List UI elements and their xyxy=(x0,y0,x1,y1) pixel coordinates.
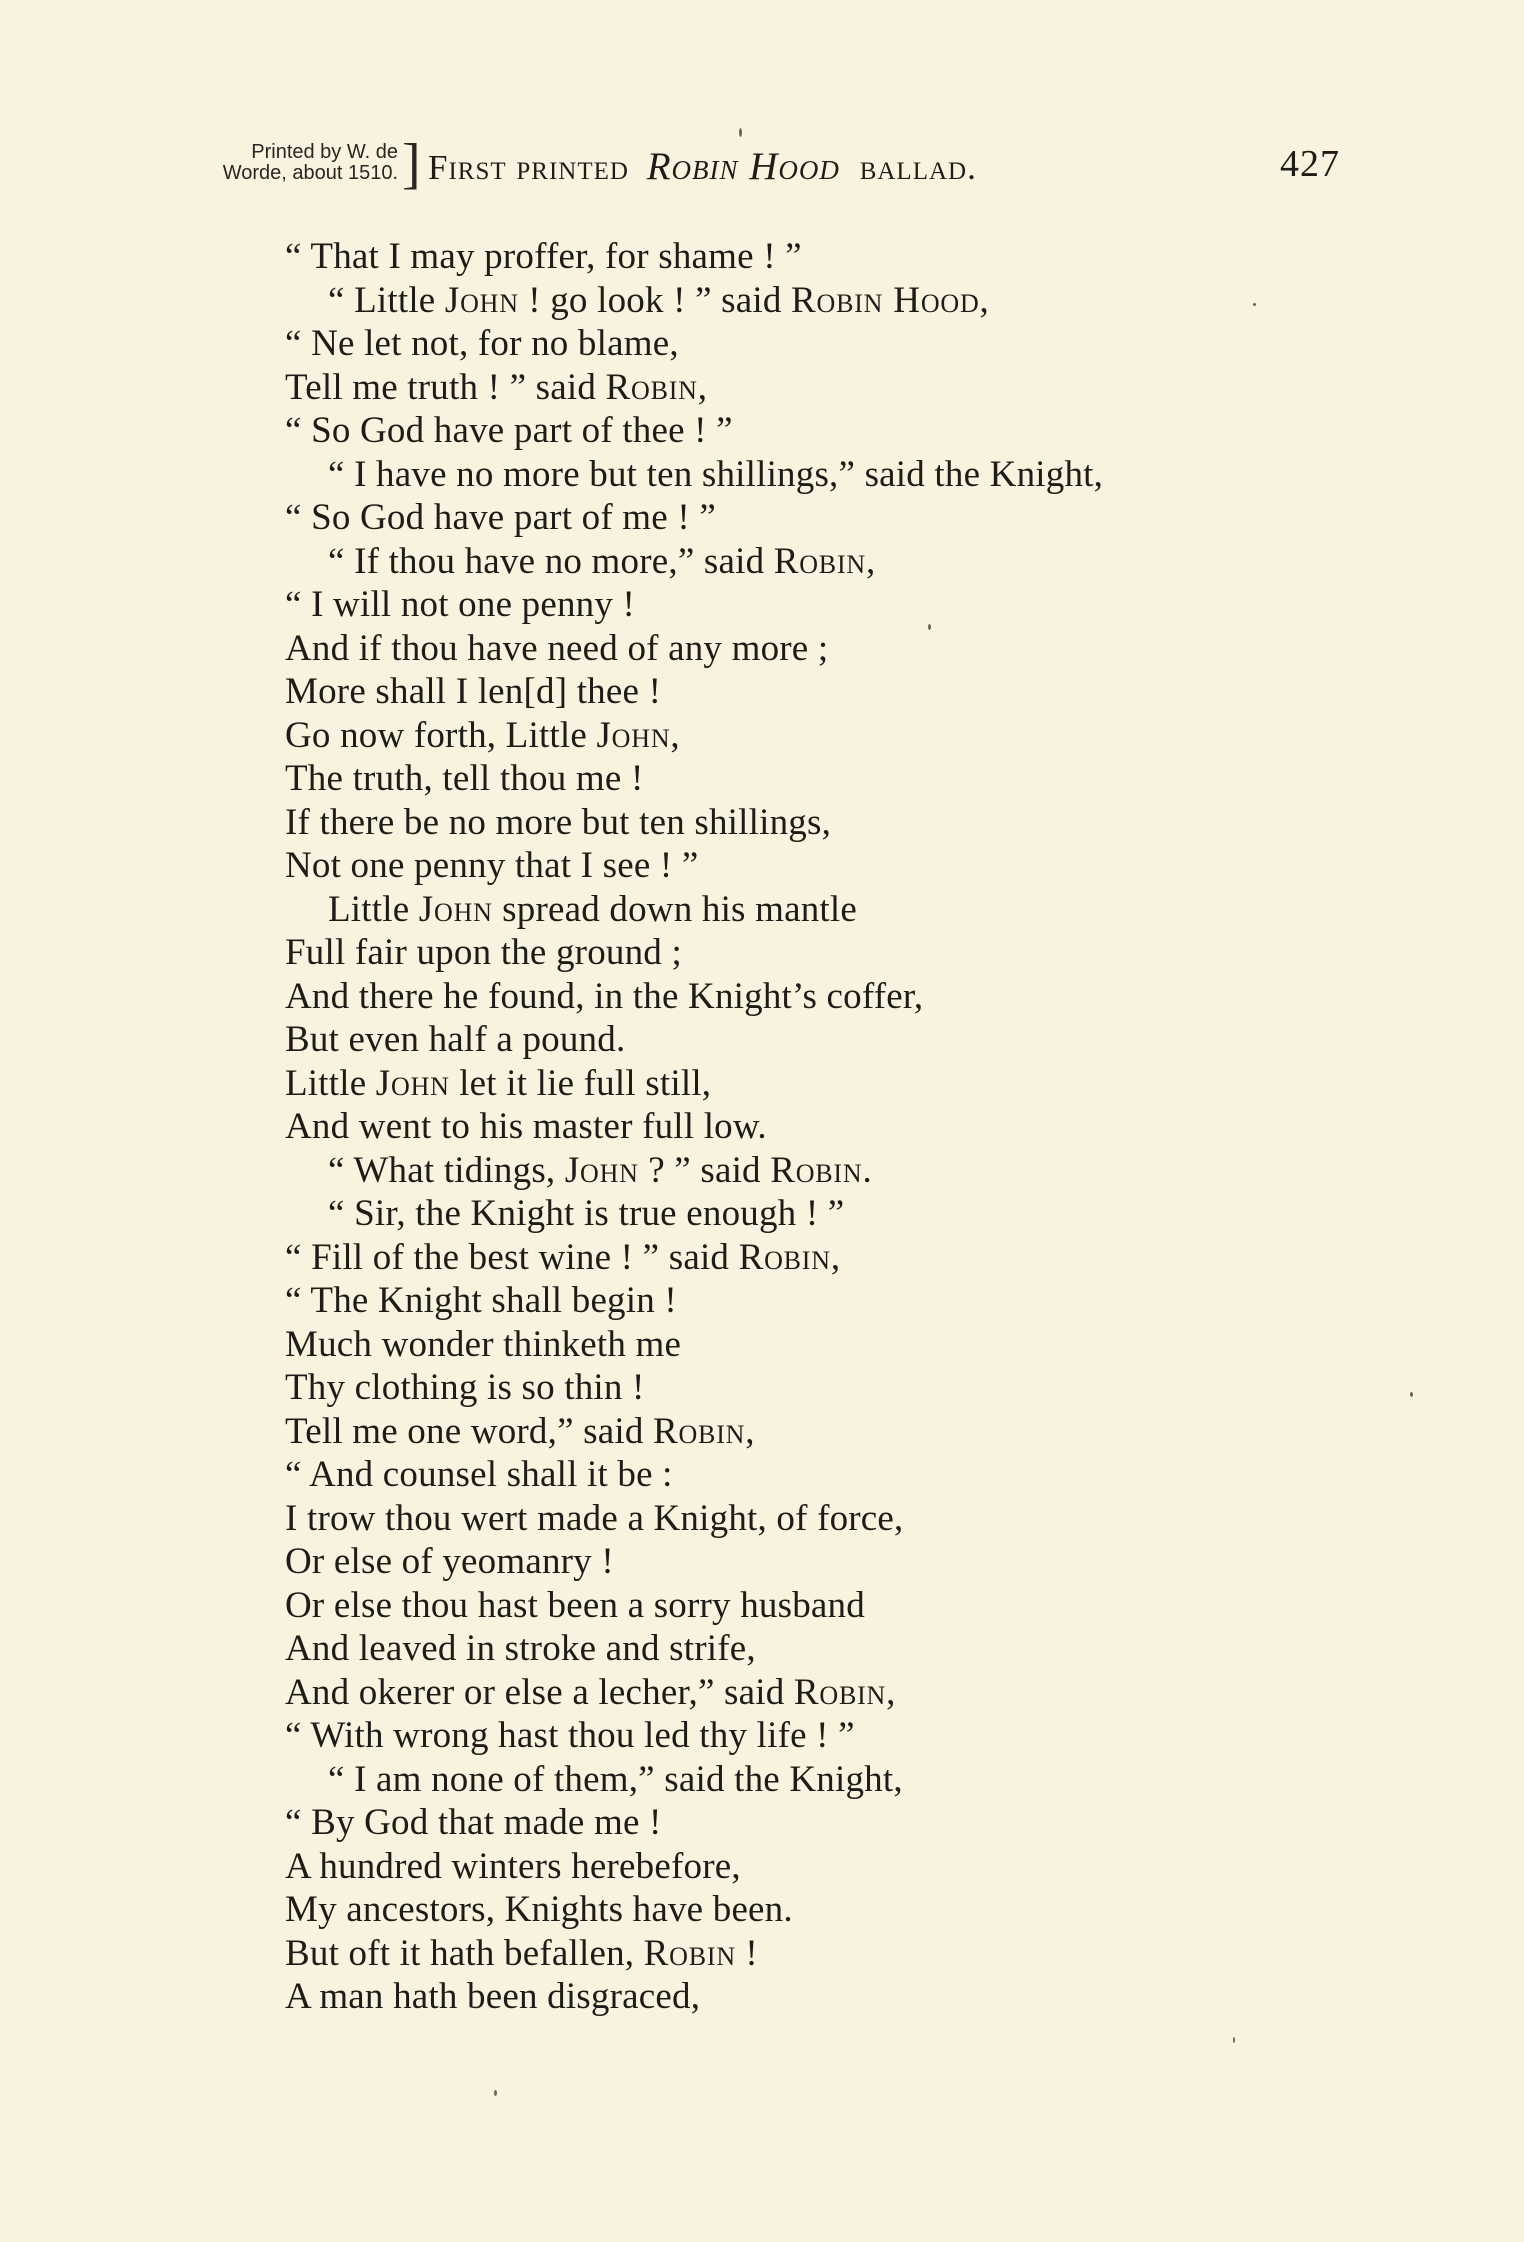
poem-line: Tell me truth ! ” said Robin, xyxy=(285,366,708,408)
side-note-line-1: Printed by W. de xyxy=(251,141,398,163)
side-note-bracket: ] xyxy=(402,133,421,195)
poem-line: “ And counsel shall it be : xyxy=(285,1454,673,1495)
poem-line: “ I have no more but ten shillings,” said the Knight, xyxy=(328,453,1104,495)
poem-line: A man hath been disgraced, xyxy=(285,1976,701,2017)
poem-line: “ That I may proffer, for shame ! ” xyxy=(285,236,802,277)
poem-line: Little John let it lie full still, xyxy=(285,1062,712,1104)
poem-line: “ The Knight shall begin ! xyxy=(285,1280,677,1321)
poem-line: “ Fill of the best wine ! ” said Robin, xyxy=(285,1236,841,1278)
printer-side-note xyxy=(158,142,398,184)
poem-line: “ I will not one penny ! xyxy=(285,584,636,625)
poem-line: More shall I len[d] thee ! xyxy=(285,671,662,712)
poem-line: “ So God have part of me ! ” xyxy=(285,497,716,538)
poem-line: If there be no more but ten shillings, xyxy=(285,801,832,843)
poem-line: “ What tidings, John ? ” said Robin. xyxy=(328,1149,872,1191)
side-note-line-2: Worde, about 1510. xyxy=(222,162,398,184)
poem-line: “ Ne let not, for no blame, xyxy=(285,323,679,364)
poem-line: And leaved in stroke and strife, xyxy=(285,1628,756,1669)
poem-line: And if thou have need of any more ; xyxy=(285,627,829,669)
poem-line: The truth, tell thou me ! xyxy=(285,758,644,799)
poem-line: And went to his master full low. xyxy=(285,1106,767,1147)
poem-line: But even half a pound. xyxy=(285,1019,626,1060)
poem-line: “ If thou have no more,” said Robin, xyxy=(328,540,876,582)
page-header xyxy=(150,133,1340,208)
poem-line: I trow thou wert made a Knight, of force, xyxy=(285,1497,904,1539)
poem-line: Or else of yeomanry ! xyxy=(285,1541,614,1582)
poem-line: A hundred winters herebefore, xyxy=(285,1845,741,1887)
running-title-name: Robin Hood xyxy=(646,145,840,188)
poem-text-block xyxy=(285,235,1345,2055)
poem-line: “ With wrong hast thou led thy life ! ” xyxy=(285,1715,855,1756)
poem-line: Tell me one word,” said Robin, xyxy=(285,1410,755,1452)
poem-line: “ So God have part of thee ! ” xyxy=(285,410,733,451)
poem-line: “ By God that made me ! xyxy=(285,1802,662,1843)
poem-line: Not one penny that I see ! ” xyxy=(285,845,699,886)
running-title-suffix: ballad. xyxy=(859,148,977,187)
running-title-prefix: First printed xyxy=(428,148,629,187)
poem-line: “ Sir, the Knight is true enough ! ” xyxy=(328,1193,845,1234)
poem-line: Full fair upon the ground ; xyxy=(285,932,682,973)
poem-line: “ Little John ! go look ! ” said Robin Hood, xyxy=(328,279,989,321)
page-number: 427 xyxy=(1280,143,1340,185)
poem-line: And there he found, in the Knight’s coffer, xyxy=(285,975,924,1017)
poem-line: Little John spread down his mantle xyxy=(328,888,857,930)
poem-line: “ I am none of them,” said the Knight, xyxy=(328,1758,903,1800)
poem-line: But oft it hath befallen, Robin ! xyxy=(285,1932,758,1974)
poem-line: Much wonder thinketh me xyxy=(285,1323,682,1365)
poem-line: Thy clothing is so thin ! xyxy=(285,1367,645,1408)
poem-line: My ancestors, Knights have been. xyxy=(285,1889,793,1930)
poem-line: Or else thou hast been a sorry husband xyxy=(285,1584,865,1626)
poem-line: And okerer or else a lecher,” said Robin, xyxy=(285,1671,896,1713)
running-title xyxy=(428,144,977,189)
poem-line: Go now forth, Little John, xyxy=(285,714,680,756)
